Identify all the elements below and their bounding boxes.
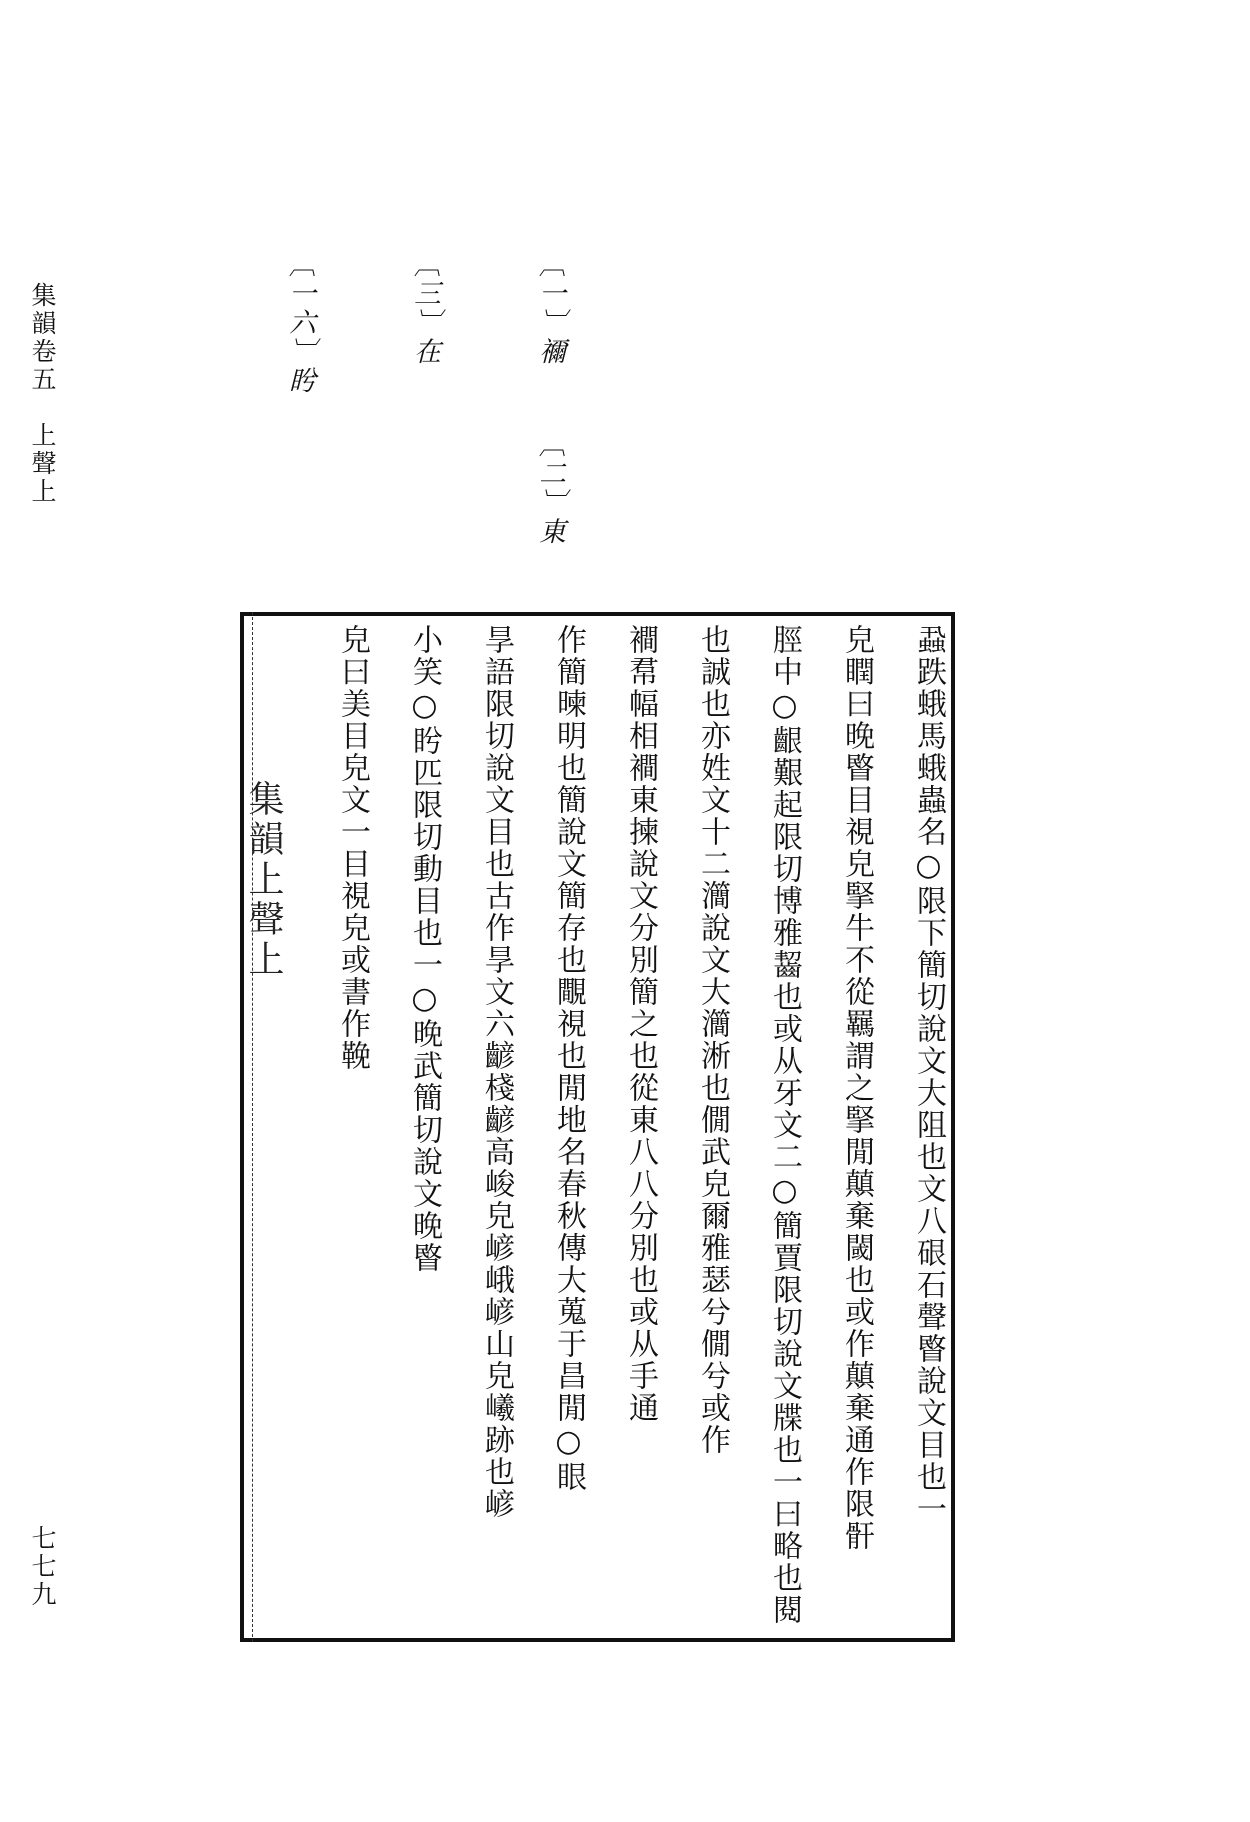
- text-column-9: 皃曰美目皃文一目視皃或書作鞔: [335, 624, 370, 1072]
- text-column-3: 脛中○齦艱起限切博雅齧也或从牙文二○簡賈限切說文牒也一曰略也閱: [767, 624, 802, 1626]
- page-number: 七七九: [28, 1525, 57, 1609]
- text-column-7: 㫗語限切說文目也古作㫗文六齴棧齴高峻皃嵃峨嵃山皃𡾞跡也嵃: [479, 624, 514, 1520]
- text-column-5: 襇帬幅相襇東揀說文分別簡之也從東八八分別也或从手通: [623, 624, 658, 1424]
- collation-note-3: 〔三〕在: [409, 250, 440, 366]
- collation-note-2: 〔二〕東: [534, 430, 565, 546]
- text-frame: [240, 612, 955, 1642]
- spine-label: 集韻上聲上: [243, 780, 284, 980]
- text-column-6: 作簡暕明也簡說文簡存也覸視也閒地名春秋傳大蒐于昌閒○眼: [551, 624, 586, 1493]
- text-column-1: 蝨跌蛾馬蛾蟲名○限下簡切說文大阻也文八硍石聲睯說文目也一: [911, 624, 946, 1525]
- text-columns: [244, 616, 951, 1638]
- collation-note-1: 〔一〕禰: [534, 250, 565, 366]
- book-title: 集韻卷五 上聲上: [28, 282, 57, 506]
- collation-note-16: 〔一六〕盻: [284, 250, 315, 395]
- text-column-2: 皃瞤曰晚睯目視皃掔牛不從羈謂之掔閒㒹棄閾也或作㒹棄通作限骭: [839, 624, 874, 1552]
- text-column-4: 也誠也亦姓文十二㶕說文大㶕淅也僩武皃爾雅瑟兮僩兮或作: [695, 624, 730, 1456]
- text-column-8: 小笑○盻匹限切動目也一○晚武簡切說文晚睯: [407, 624, 442, 1274]
